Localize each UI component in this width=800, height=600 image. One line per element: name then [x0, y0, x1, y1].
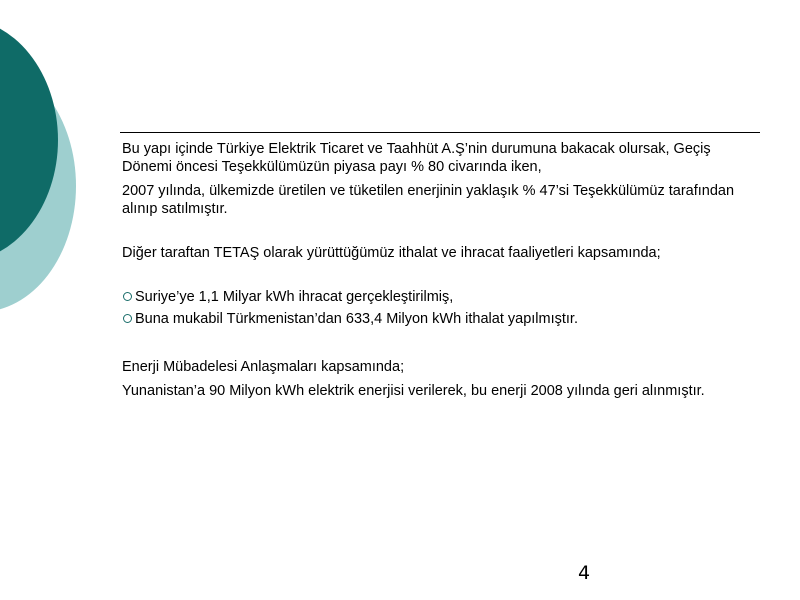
slide-body — [122, 140, 762, 400]
bullet-text: Buna mukabil Türkmenistan’dan 633,4 Milyon kWh ithalat yapılmıştır. — [135, 311, 578, 327]
decorative-circles — [0, 0, 90, 320]
paragraph-market-share: Bu yapı içinde Türkiye Elektrik Ticaret ve Taahhüt A.Ş’nin durumuna bakacak olursak, Geçiş Dönemi öncesi Teşekkülümüzün piyasa payı % 80 civarında iken, — [122, 141, 711, 175]
bullet-text: Suriye’ye 1,1 Milyar kWh ihracat gerçekleştirilmiş, — [135, 289, 454, 305]
title-divider — [120, 132, 760, 133]
circle-bullet-icon — [123, 314, 132, 323]
paragraph-import-export: Diğer taraftan TETAŞ olarak yürüttüğümüz ithalat ve ihracat faaliyetleri kapsamında; — [122, 245, 661, 261]
page-number: 4 — [578, 562, 591, 584]
bullet-item-turkmenistan — [122, 310, 762, 328]
circle-bullet-icon — [123, 292, 132, 301]
paragraph-exchange-agreements: Enerji Mübadelesi Anlaşmaları kapsamında; — [122, 359, 405, 375]
bullet-item-syria — [122, 288, 762, 306]
paragraph-greece: Yunanistan’a 90 Milyon kWh elektrik enerjisi verilerek, bu enerji 2008 yılında geri alınmıştır. — [122, 383, 705, 399]
paragraph-2007: 2007 yılında, ülkemizde üretilen ve tüketilen enerjinin yaklaşık % 47’si Teşekkülümüz tarafından alınıp satılmıştır. — [122, 183, 735, 217]
